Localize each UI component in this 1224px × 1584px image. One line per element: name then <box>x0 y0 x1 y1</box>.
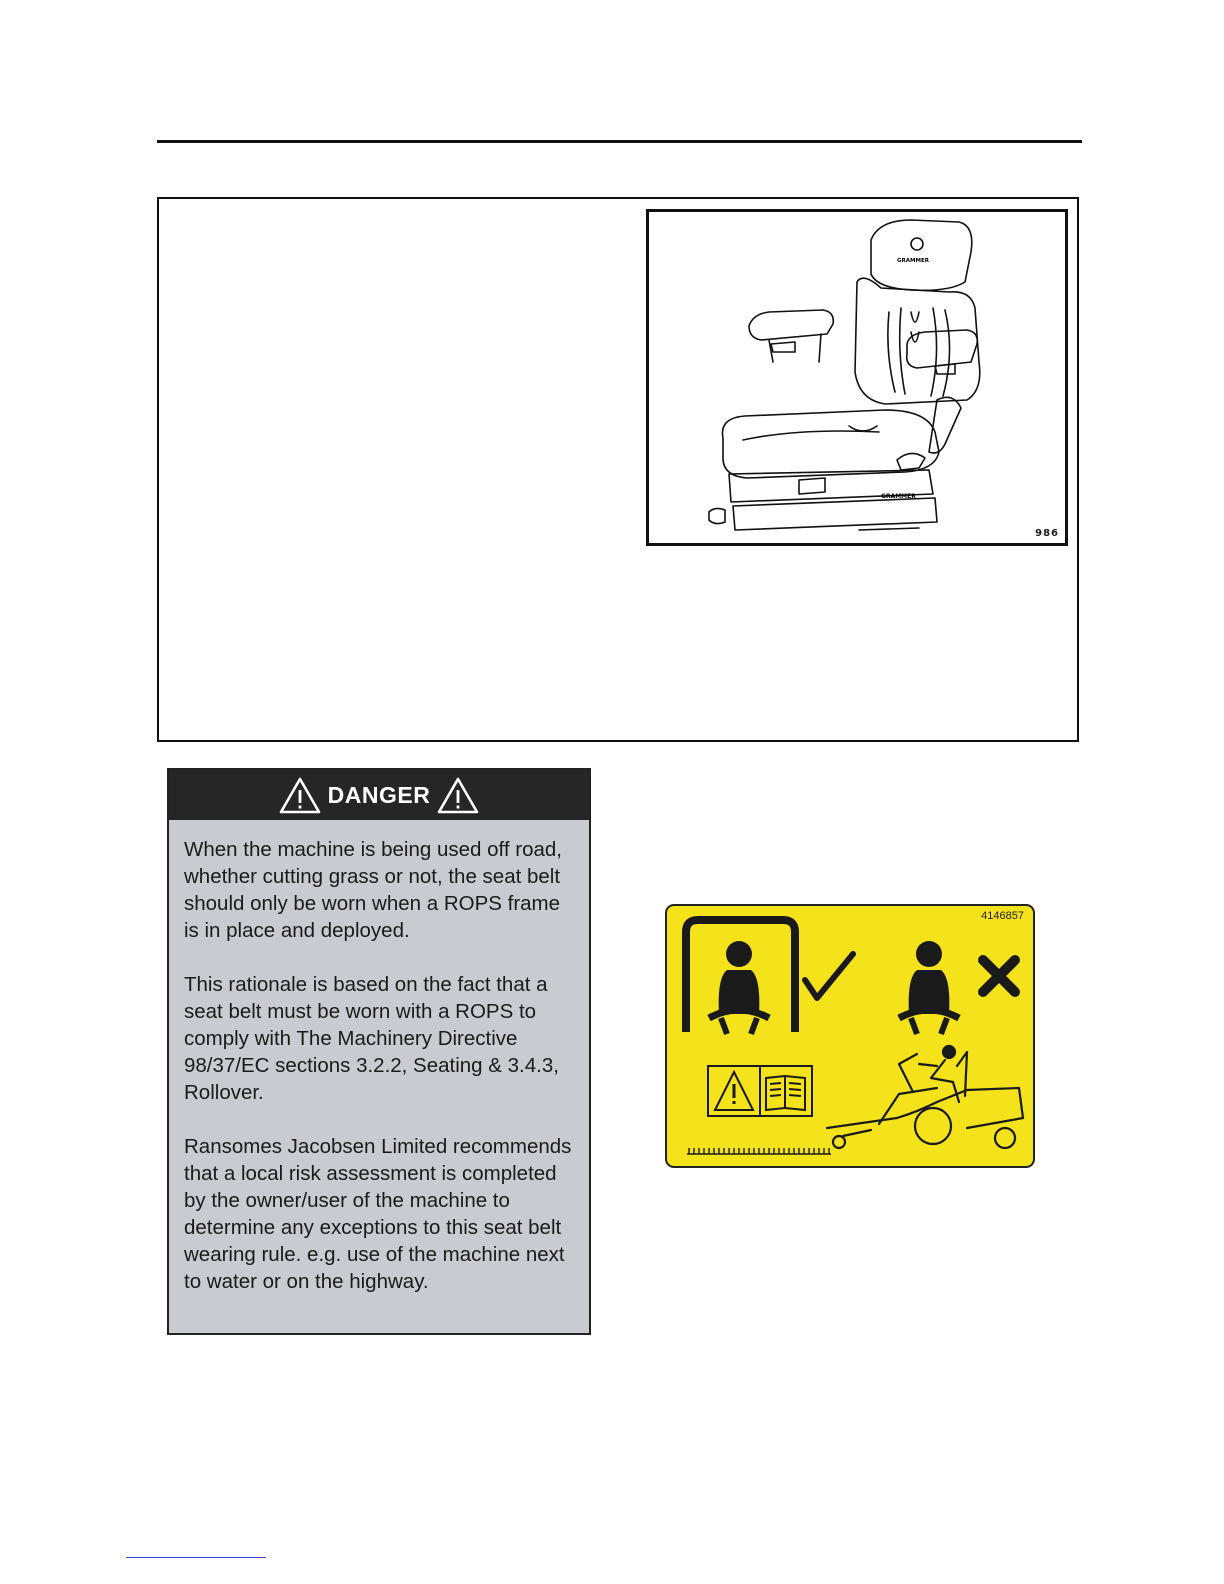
seat-belt-rops-decal <box>665 904 1035 1168</box>
danger-body <box>169 820 589 1295</box>
seated-operator-unprotected-icon <box>899 941 959 1034</box>
danger-notice <box>167 768 591 1335</box>
decal-part-number: 4146857 <box>981 910 1024 922</box>
decal-pictogram <box>667 906 1032 1165</box>
headrest-brand-mark: GRAMMER <box>897 258 929 264</box>
seated-operator-belted-icon <box>709 941 769 1034</box>
warning-icon <box>715 1072 753 1110</box>
danger-header <box>169 770 589 820</box>
operator-seat-illustration <box>649 212 1065 543</box>
ground-hatch <box>687 1148 831 1154</box>
figure-number: 986 <box>1035 528 1059 539</box>
danger-paragraph: When the machine is being used off road, whether cutting grass or not, the seat belt should only be worn when a ROPS frame is in place and deployed. <box>184 838 562 942</box>
cross-icon <box>983 960 1015 992</box>
warning-triangle-icon <box>278 775 322 815</box>
seat-figure <box>646 209 1068 546</box>
danger-title: DANGER <box>327 781 431 808</box>
figure-brand-mark: GRAMMER <box>881 493 916 500</box>
header-rule <box>157 140 1082 143</box>
footer-link-underline[interactable] <box>126 1557 266 1558</box>
warning-triangle-icon <box>436 775 480 815</box>
ride-on-mower-icon <box>827 1046 1023 1148</box>
check-icon <box>805 954 853 998</box>
danger-paragraph: Ransomes Jacobsen Limited recommends that a local risk assessment is completed by the owner/user of the machine to determine any exceptions to this seat belt wearing rule. e.g. use of the machine next to water or on the highway. <box>184 1135 572 1293</box>
read-manual-icon <box>766 1076 805 1110</box>
danger-paragraph: This rationale is based on the fact that a seat belt must be worn with a ROPS to comply with The Machinery Directive 98/37/EC sections 3.2.2, Seating & 3.4.3, Rollover. <box>184 973 559 1104</box>
